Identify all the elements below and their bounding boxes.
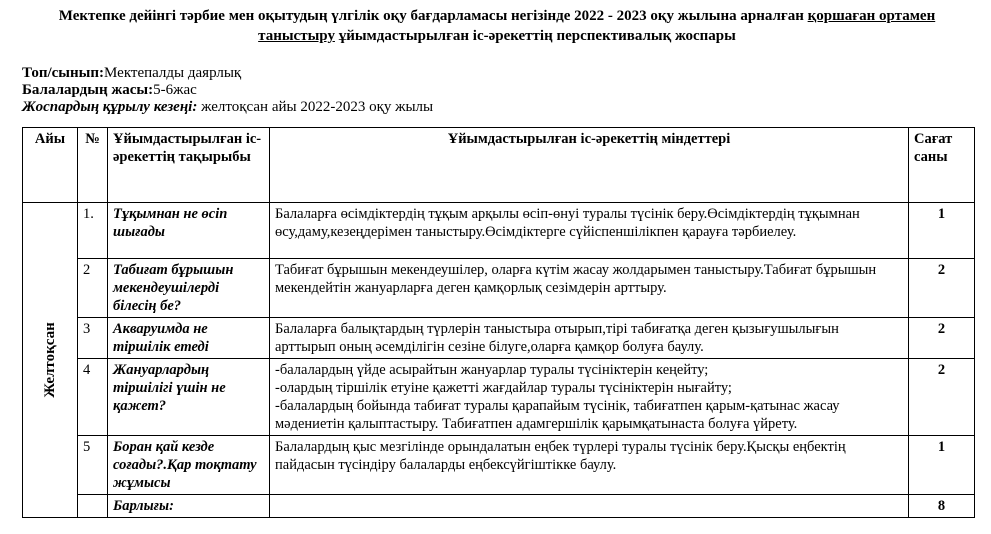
row-number: 3 <box>78 318 108 359</box>
total-number-cell <box>78 495 108 518</box>
group-label: Топ/сынып: <box>22 65 105 81</box>
title-part1: Мектепке дейінгі тәрбие мен оқытудың үлгілік оқу бағдарламасы негізінде 2022 - 2023 оқу жылына арналған <box>58 8 808 24</box>
total-label: Барлығы: <box>108 495 270 518</box>
table-row <box>23 259 975 318</box>
age-value: 5-6жас <box>153 82 197 98</box>
total-row <box>23 495 975 518</box>
task-line: Балалардың қыс мезгілінде орындалатын еңбек түрлері туралы түсінік беру.Қысқы еңбектің пайдасын түсіндіру балаларды еңбексүйгіштікке баулу. <box>275 439 846 473</box>
period-line <box>22 98 433 116</box>
row-tasks <box>270 436 909 495</box>
document-title <box>22 6 972 46</box>
table-row <box>23 359 975 436</box>
group-value: Мектепалды даярлық <box>104 65 242 81</box>
header-tasks: Ұйымдастырылған іс-әрекеттің міндеттері <box>270 128 909 203</box>
row-hours: 2 <box>909 359 975 436</box>
row-hours: 2 <box>909 259 975 318</box>
row-tasks <box>270 318 909 359</box>
total-tasks-cell <box>270 495 909 518</box>
month-cell <box>23 203 78 518</box>
row-number: 5 <box>78 436 108 495</box>
row-tasks <box>270 203 909 259</box>
group-line <box>22 64 241 82</box>
title-subject: қоршаған ортамен таныстыру <box>258 8 936 44</box>
header-month: Айы <box>23 128 78 203</box>
row-topic: Тұқымнан не өсіп шығады <box>108 203 270 259</box>
plan-table <box>22 127 975 518</box>
header-number: № <box>78 128 108 203</box>
table-header-row <box>23 128 975 203</box>
row-number: 1. <box>78 203 108 259</box>
row-tasks <box>270 259 909 318</box>
task-line: -балалардың үйде асырайтын жануарлар туралы түсініктерін кеңейту; <box>275 362 709 378</box>
age-label: Балалардың жасы: <box>22 82 154 98</box>
row-number: 4 <box>78 359 108 436</box>
header-hours: Сағат саны <box>909 128 975 203</box>
task-line: өсу,даму,кезеңдерімен таныстыру.Өсімдіктерге сүйіспеншілікпен қарауға тәрбиелеу. <box>275 224 797 240</box>
row-topic: Табиғат бұрышын мекендеушілерді білесің бе? <box>108 259 270 318</box>
task-line: Балаларға өсімдіктердің тұқым арқылы өсіп-өнуі туралы түсінік беру.Өсімдіктердің тұқымнан <box>275 206 860 222</box>
month-label: Желтоқсан <box>42 322 58 398</box>
table-row <box>23 203 975 259</box>
total-value: 8 <box>909 495 975 518</box>
header-topic: Ұйымдастырылған іс-әрекеттің тақырыбы <box>108 128 270 203</box>
row-hours: 2 <box>909 318 975 359</box>
task-line: Табиғат бұрышын мекендеушілер, оларға күтім жасау жолдарымен таныстыру.Табиғат бұрышын мекендейтін жануарларға деген қамқорлық сезімдерін арттыру. <box>275 262 877 296</box>
row-topic: Боран қай кезде соғады?.Қар тоқтату жұмысы <box>108 436 270 495</box>
row-topic: Акваруимда не тіршілік етеді <box>108 318 270 359</box>
table-row <box>23 318 975 359</box>
period-label: Жоспардың құрылу кезеңі: <box>22 99 198 115</box>
age-line <box>22 81 197 99</box>
task-line: Балаларға балықтардың түрлерін таныстыра отырып,тірі табиғатқа деген қызығушылығын арттырып оның әсемділігін сезіне білуге,оларға қамқор болуға баулу. <box>275 321 839 355</box>
row-hours: 1 <box>909 436 975 495</box>
title-part2: ұйымдастырылған іс-әрекеттің перспективалық жоспары <box>334 28 736 44</box>
row-tasks <box>270 359 909 436</box>
period-value: желтоқсан айы 2022-2023 оқу жылы <box>197 99 434 115</box>
row-number: 2 <box>78 259 108 318</box>
task-line: -олардың тіршілік етуіне қажетті жағдайлар туралы түсініктерін нығайту; <box>275 380 732 396</box>
row-topic: Жануарлардың тіршілігі үшін не қажет? <box>108 359 270 436</box>
row-hours: 1 <box>909 203 975 259</box>
task-line: -балалардың бойында табиғат туралы қарапайым түсінік, табиғатпен қарым-қатынас жасау мәдениетін қалыптастыру. Табиғатпен адамгершілік қарымқатынаста болуға үйрету. <box>275 398 840 432</box>
table-row <box>23 436 975 495</box>
